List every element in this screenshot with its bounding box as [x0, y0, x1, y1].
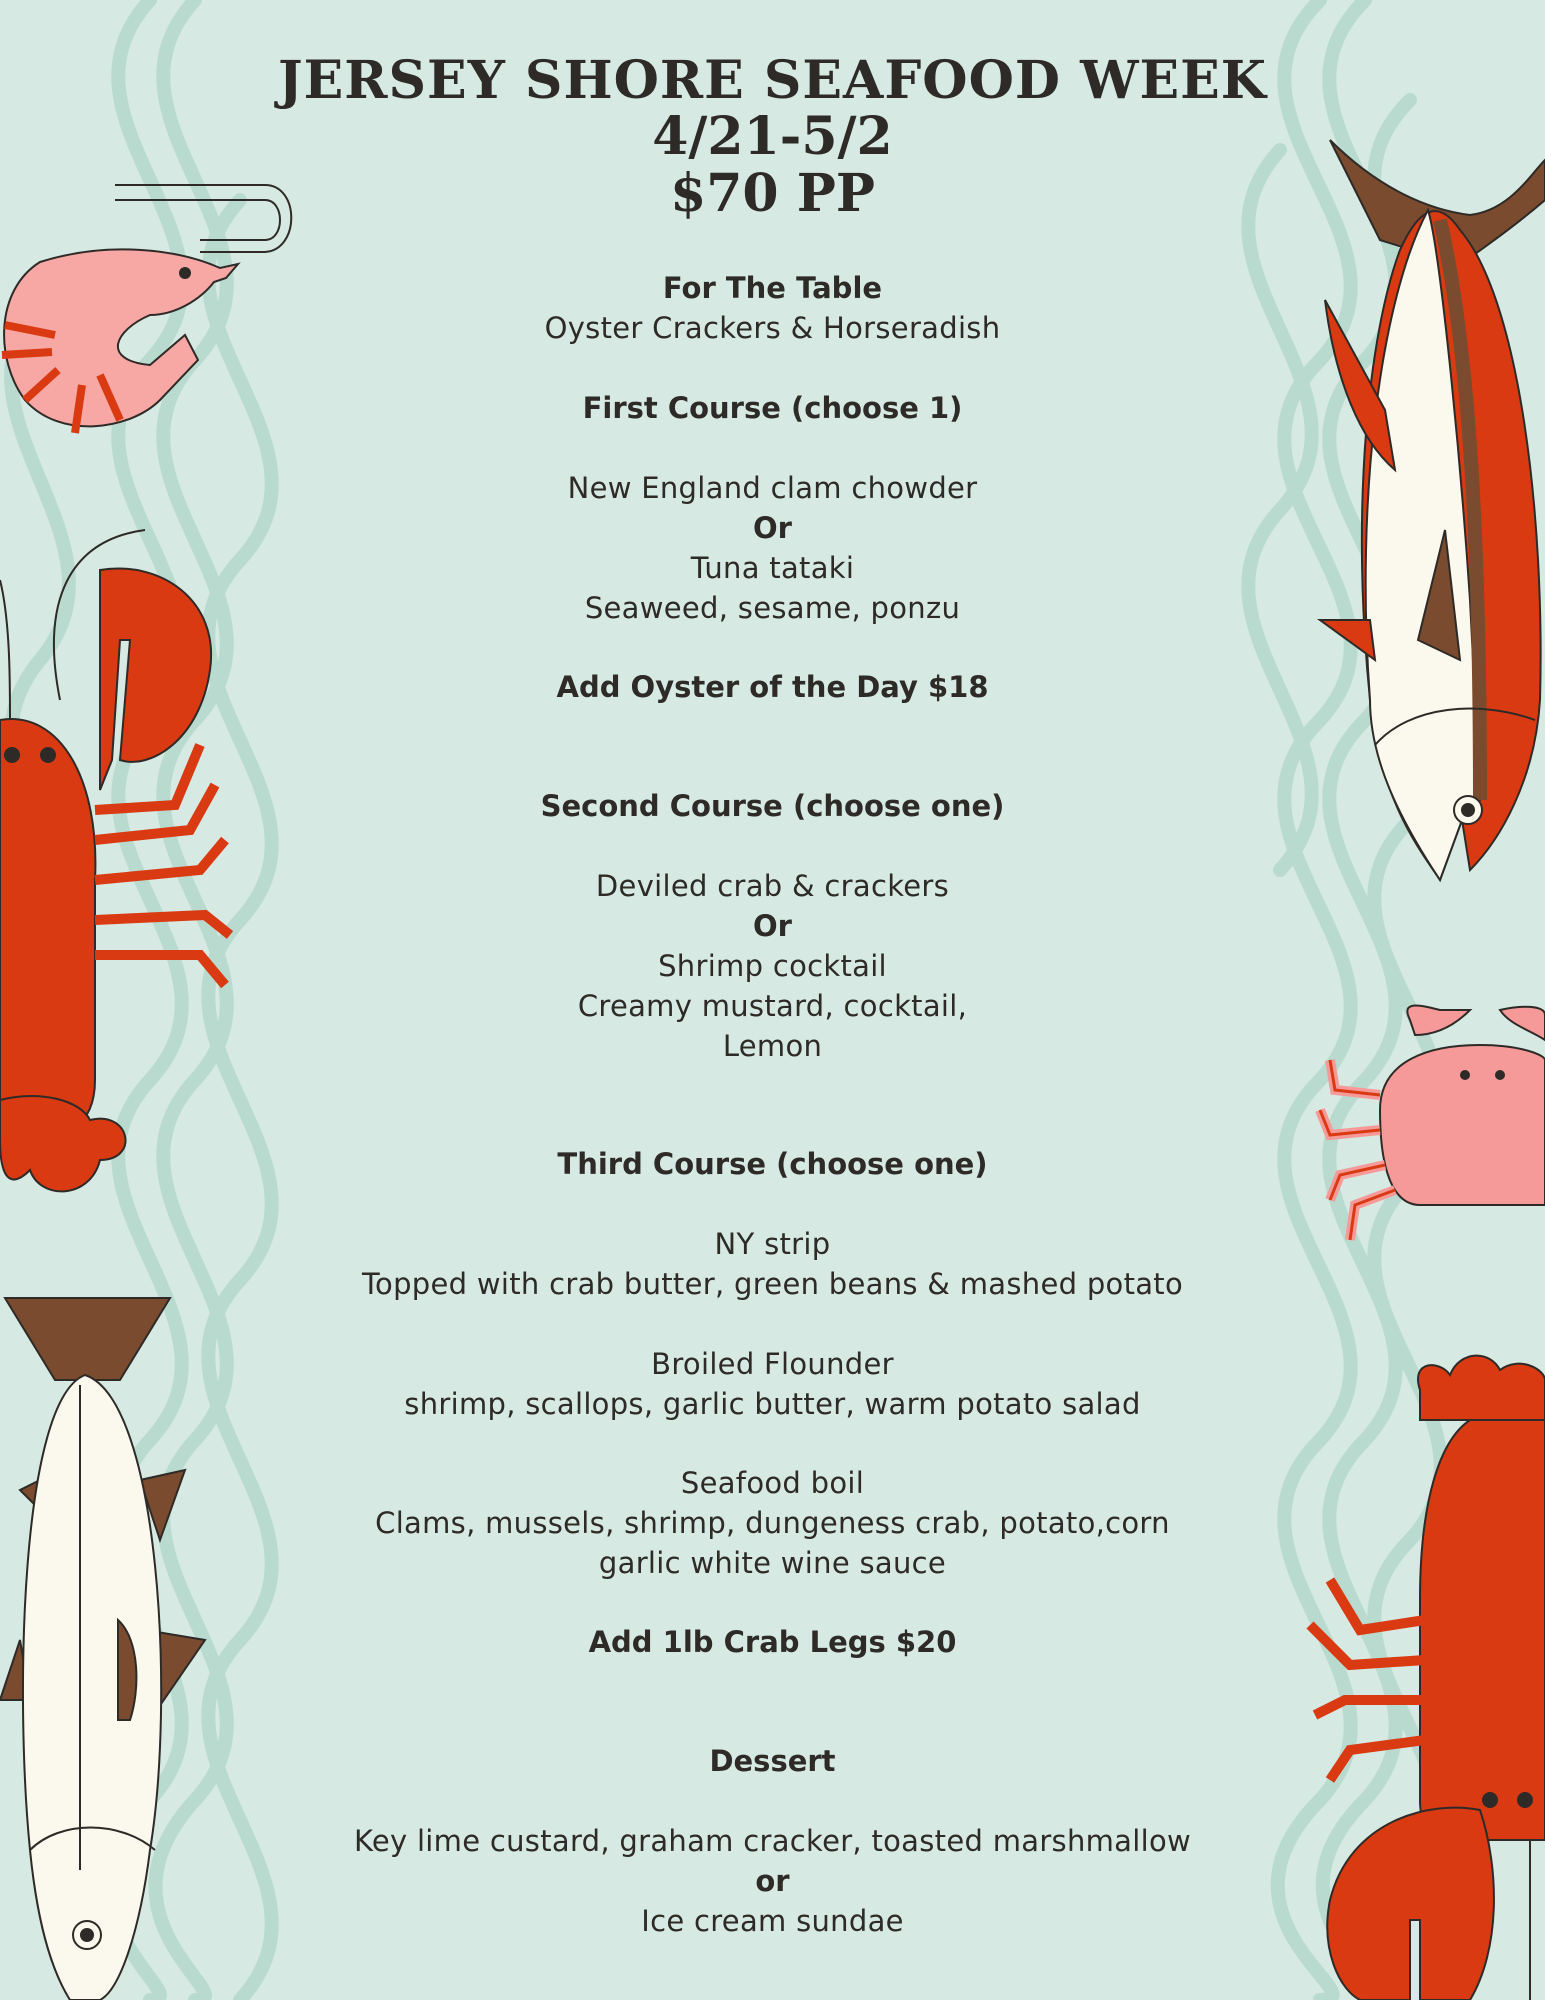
section-heading-first-course: First Course (choose 1): [582, 391, 963, 425]
menu-item-description: Seaweed, sesame, ponzu: [584, 591, 961, 625]
menu-item: Broiled Flounder: [651, 1347, 894, 1381]
menu-item: Seafood boil: [680, 1466, 865, 1500]
addon-oyster: Add Oyster of the Day $18: [556, 670, 989, 704]
section-heading-dessert: Dessert: [709, 1744, 836, 1778]
menu-item: Key lime custard, graham cracker, toasted marshmallow: [353, 1824, 1192, 1858]
page-title: JERSEY SHORE SEAFOOD WEEK: [278, 50, 1267, 111]
menu-item: Tuna tataki: [690, 551, 855, 585]
crab-icon: [1320, 1006, 1545, 1240]
menu-item-description: Topped with crab butter, green beans & mashed potato: [361, 1267, 1184, 1301]
tuna-icon: [1320, 140, 1545, 880]
fish-icon: [0, 1298, 205, 2000]
event-dates: 4/21-5/2: [652, 106, 893, 167]
menu-item-description: Clams, mussels, shrimp, dungeness crab, potato,corn: [375, 1506, 1170, 1540]
or-separator: Or: [753, 511, 792, 545]
menu-item-description: garlic white wine sauce: [598, 1546, 947, 1580]
addon-crab-legs: Add 1lb Crab Legs $20: [588, 1625, 957, 1659]
menu-item: Shrimp cocktail: [658, 949, 887, 983]
or-separator: or: [755, 1864, 790, 1898]
menu-item: Deviled crab & crackers: [595, 869, 950, 903]
section-heading-table: For The Table: [662, 271, 883, 305]
section-heading-third-course: Third Course (choose one): [557, 1147, 988, 1181]
lobster-icon: [0, 530, 230, 1191]
menu-item: NY strip: [714, 1227, 831, 1261]
menu-item: Ice cream sundae: [641, 1904, 904, 1938]
menu-item-description: Creamy mustard, cocktail,: [577, 989, 968, 1023]
lobster-right-icon: [1310, 1356, 1545, 2000]
price-per-person: $70 PP: [670, 163, 875, 224]
menu-item-description: Lemon: [722, 1029, 823, 1063]
section-heading-second-course: Second Course (choose one): [540, 789, 1005, 823]
menu-item: Oyster Crackers & Horseradish: [544, 311, 1001, 345]
or-separator: Or: [753, 909, 792, 943]
menu-item: New England clam chowder: [567, 471, 978, 505]
menu-item-description: shrimp, scallops, garlic butter, warm potato salad: [404, 1387, 1141, 1421]
